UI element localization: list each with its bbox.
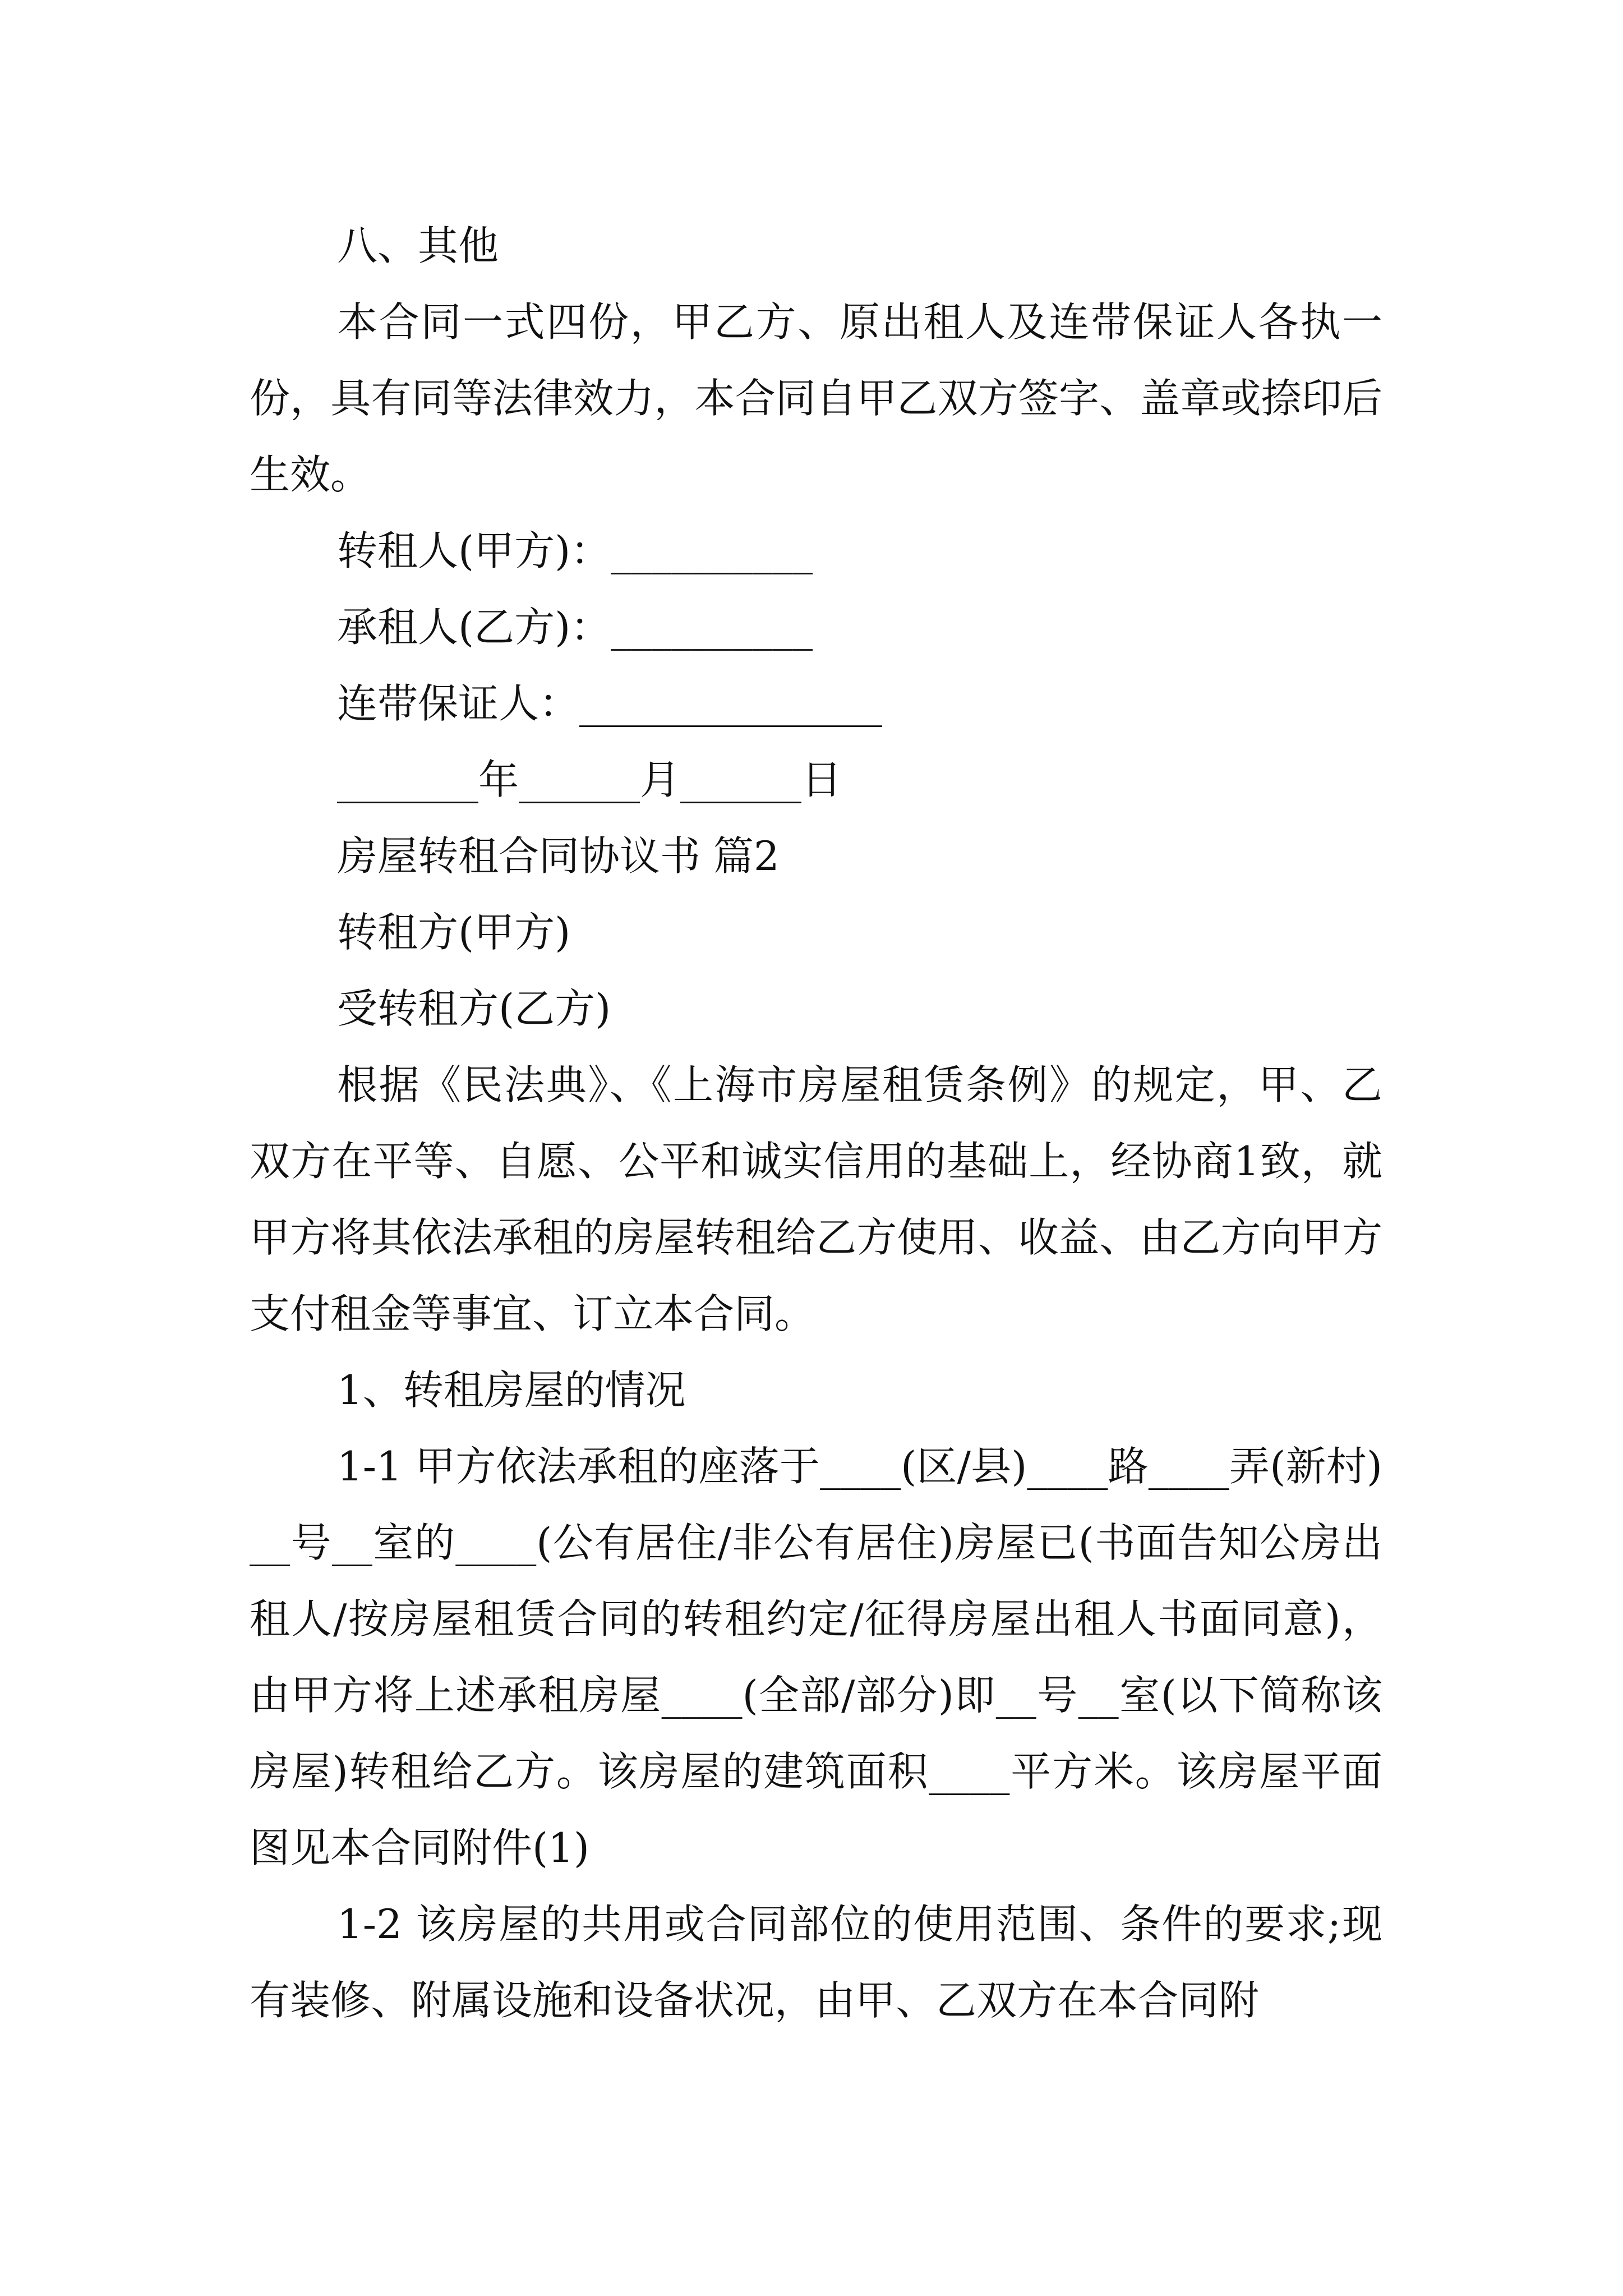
document-body [250,208,1382,2039]
clause-1-2: 1-2 该房屋的共用或合同部位的使用范围、条件的要求;现有装修、附属设施和设备状况，由甲、乙双方在本合同附 [250,1901,1382,2024]
copies-clause: 本合同一式四份，甲乙方、原出租人及连带保证人各执一份，具有同等法律效力，本合同自甲乙双方签字、盖章或捺印后生效。 [250,298,1382,498]
signature-line-guarantor: 连带保证人：_______________ [337,680,883,727]
signature-line-sublessor: 转租人(甲方)：__________ [337,527,813,574]
preamble-paragraph: 根据《民法典》、《上海市房屋租赁条例》的规定，甲、乙双方在平等、自愿、公平和诚实信用的基础上，经协商1致，就甲方将其依法承租的房屋转租给乙方使用、收益、由乙方向甲方支付租金等事宜、订立本合同。 [250,1061,1382,1337]
clause-1-1: 1-1 甲方依法承租的座落于____(区/县)____路____弄(新村)__号__室的____(公有居住/非公有居住)房屋已(书面告知公房出租人/按房屋租赁合同的转租约定/征得房屋出租人书面同意)，由甲方将上述承租房屋____(全部/部分)即__号__室(以下简称该房屋)转租给乙方。该房屋的建筑面积____平方米。该房屋平面图见本合同附件(1) [250,1443,1382,1871]
party-subtenant: 受转租方(乙方) [337,985,611,1032]
signature-line-lessee: 承租人(乙方)：__________ [337,604,813,651]
contract-title-part2: 房屋转租合同协议书 篇2 [337,832,780,880]
section-heading-property: 1、转租房屋的情况 [337,1366,686,1414]
party-sublessor: 转租方(甲方) [337,909,571,956]
section-heading-other: 八、其他 [337,222,499,269]
date-line: _______年______月______日 [337,756,842,803]
